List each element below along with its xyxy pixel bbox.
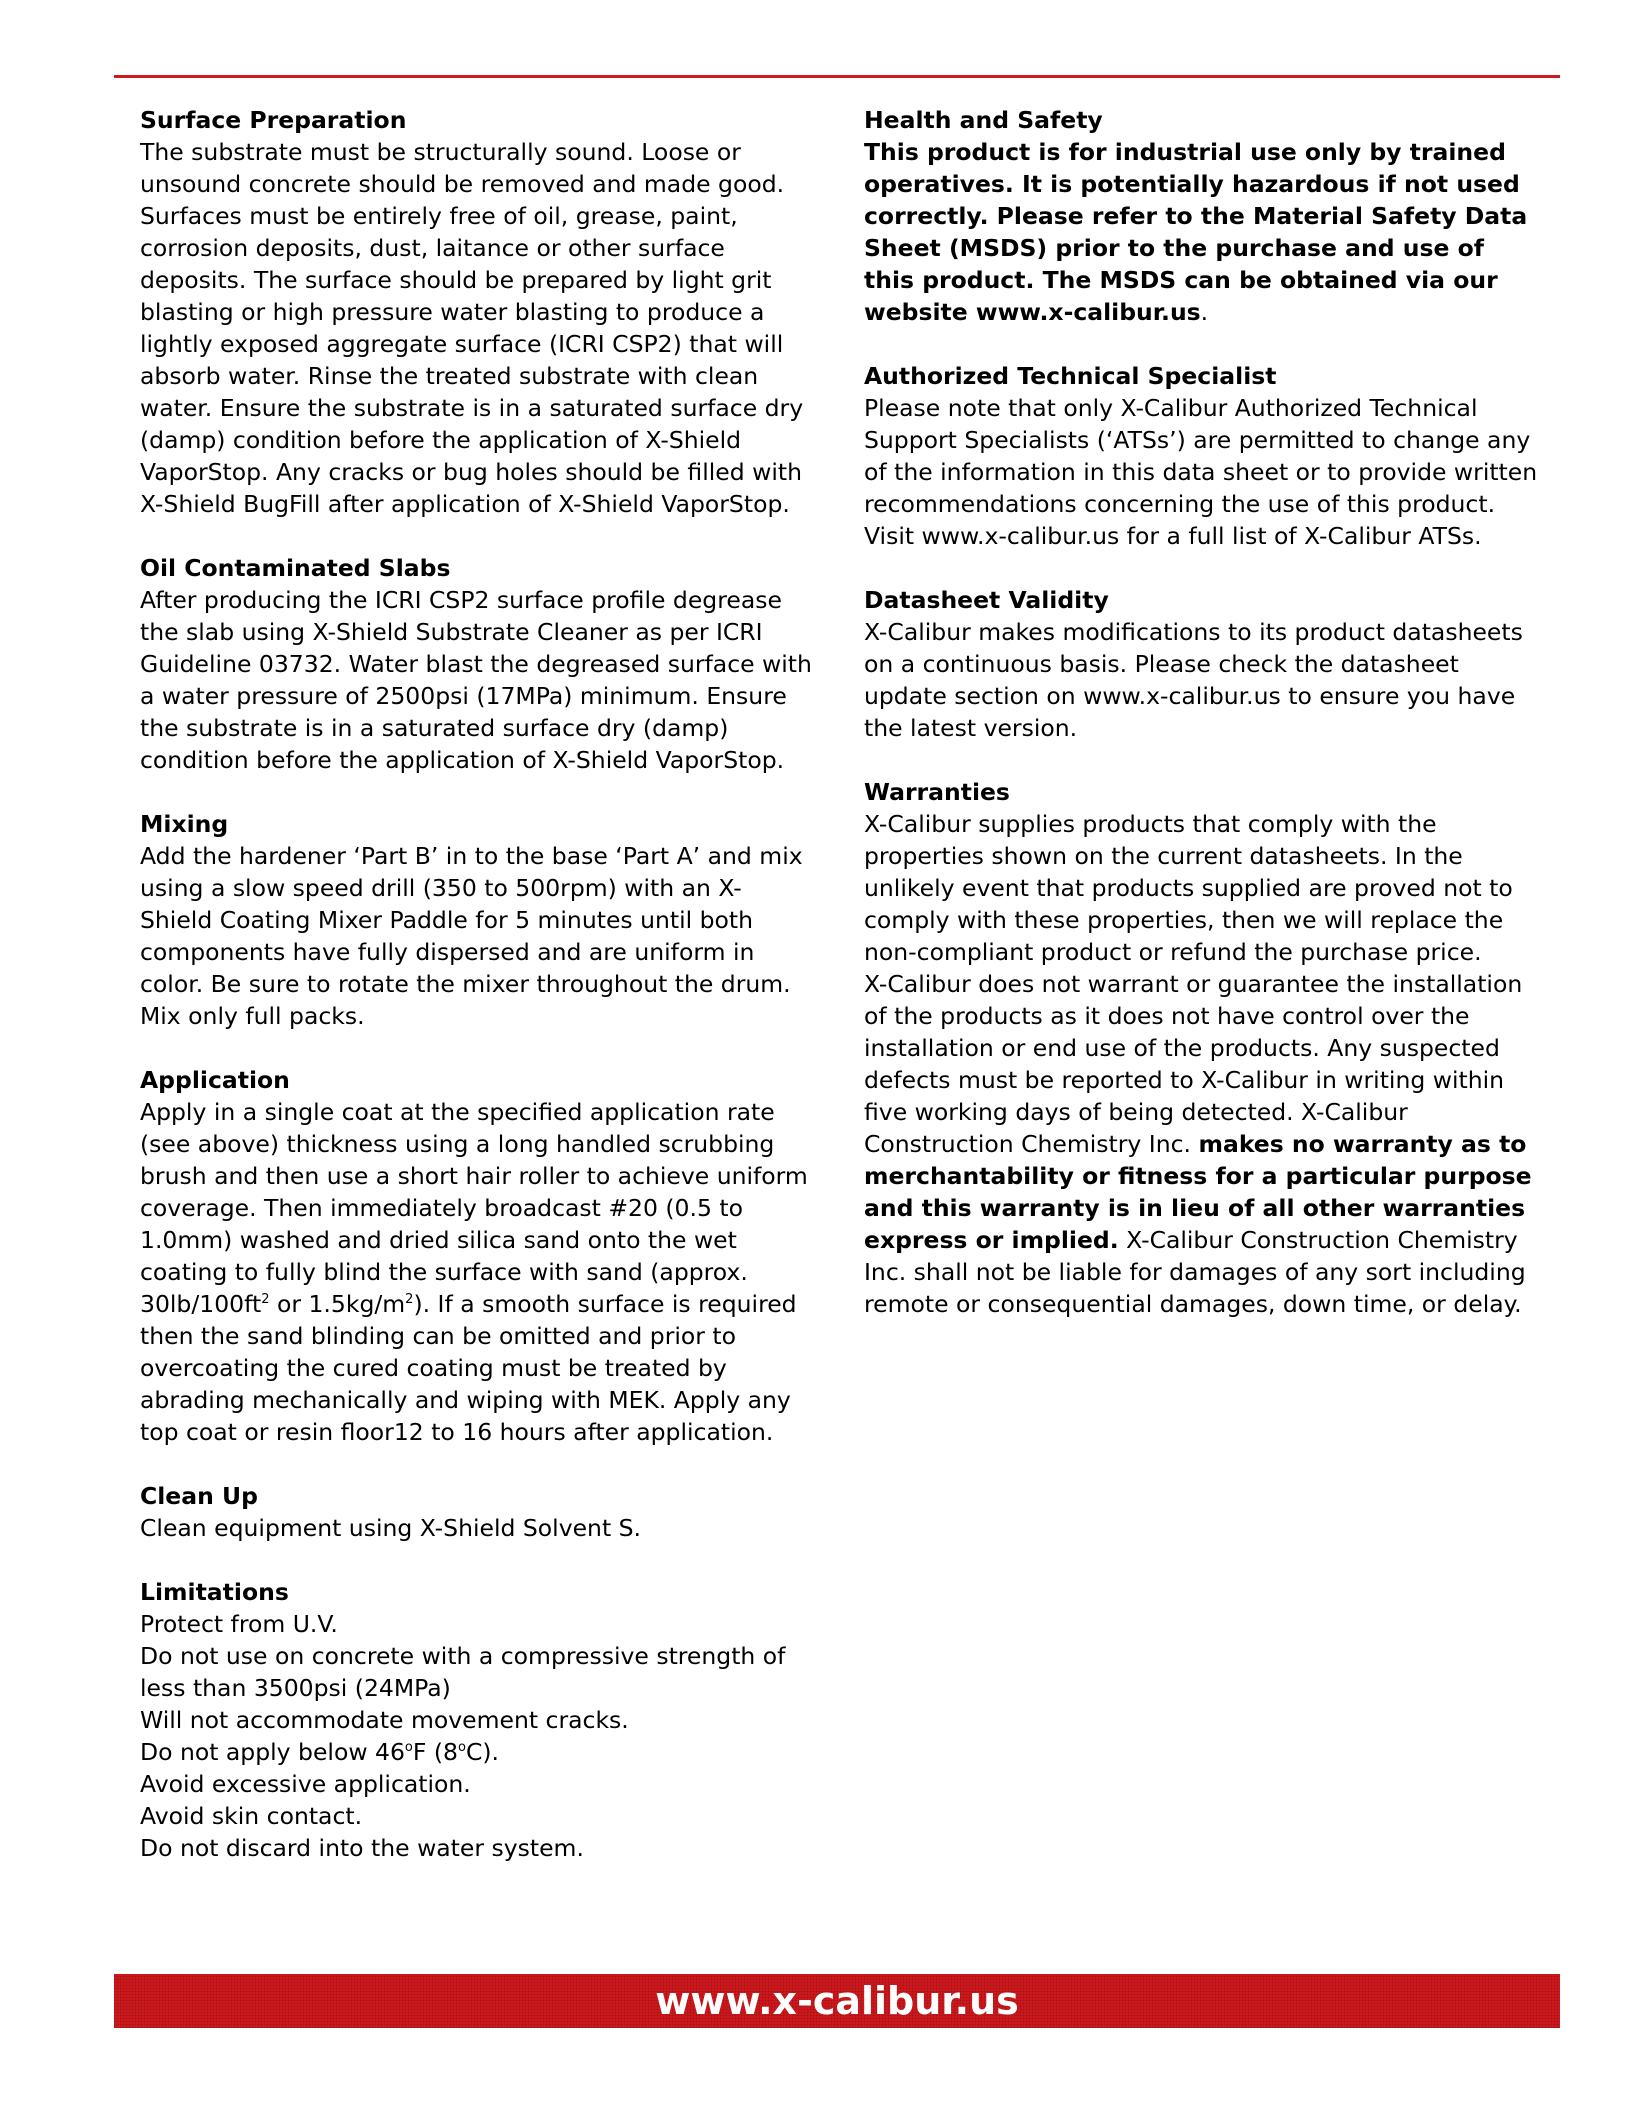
body-line: condition before the application of X-Shield VaporStop.	[140, 746, 785, 774]
section-mixing	[140, 808, 830, 1032]
bold-text: express or implied.	[864, 1226, 1119, 1254]
body-line: color. Be sure to rotate the mixer throughout the drum.	[140, 970, 791, 998]
body-line: Will not accommodate movement cracks.	[140, 1706, 629, 1734]
body-line: After producing the ICRI CSP2 surface profile degrease	[140, 586, 782, 614]
rate-imperial: 30lb/100ft	[140, 1290, 262, 1318]
degree-superscript: o	[404, 1740, 413, 1755]
body-line: Apply in a single coat at the specified application rate	[140, 1098, 775, 1126]
body-line: using a slow speed drill (350 to 500rpm) with an X-	[140, 874, 742, 902]
bold-line: merchantability or fitness for a particular purpose	[864, 1162, 1532, 1190]
body-line: defects must be reported to X-Calibur in writing within	[864, 1066, 1505, 1094]
footer-bar	[114, 1974, 1560, 2028]
website-text: website www.x-calibur.us	[864, 298, 1201, 326]
body-line: lightly exposed aggregate surface (ICRI CSP2) that will	[140, 330, 784, 358]
body-line: Clean equipment using X-Shield Solvent S.	[140, 1514, 642, 1542]
body-line: Do not use on concrete with a compressive strength of	[140, 1642, 786, 1670]
body-line: the slab using X-Shield Substrate Cleaner as per ICRI	[140, 618, 763, 646]
degree-superscript: o	[458, 1740, 466, 1755]
section-heading: Mixing	[140, 810, 229, 838]
bold-line: and this warranty is in lieu of all other warranties	[864, 1194, 1526, 1222]
body-line: of the products as it does not have control over the	[864, 1002, 1470, 1030]
section-application	[140, 1064, 830, 1448]
rate-metric: or 1.5kg/m	[269, 1290, 406, 1318]
section-heading: Limitations	[140, 1578, 289, 1606]
mixed-line	[864, 1128, 1564, 1160]
section-heading: Clean Up	[140, 1482, 258, 1510]
temp-tail: C).	[465, 1738, 500, 1766]
temp-celsius: F (8	[412, 1738, 458, 1766]
body-line: Surfaces must be entirely free of oil, grease, paint,	[140, 202, 738, 230]
section-health-safety	[864, 104, 1564, 328]
section-warranties	[864, 776, 1564, 1320]
body-line: five working days of being detected. X-Calibur	[864, 1098, 1408, 1126]
body-line: of the information in this data sheet or to provide written	[864, 458, 1538, 486]
temperature-line	[140, 1736, 830, 1768]
body-line: remote or consequential damages, down time, or delay.	[864, 1290, 1522, 1318]
body-line: top coat or resin floor12 to 16 hours after application.	[140, 1418, 774, 1446]
body-line: non-compliant product or refund the purchase price.	[864, 938, 1482, 966]
website-line	[864, 296, 1564, 328]
body-line: recommendations concerning the use of this product.	[864, 490, 1496, 518]
left-column	[140, 104, 830, 1896]
section-heading: Health and Safety	[864, 106, 1103, 134]
body-line: X-Calibur makes modifications to its product datasheets	[864, 618, 1523, 646]
application-rate-line	[140, 1288, 830, 1320]
section-heading: Application	[140, 1066, 290, 1094]
body-line: comply with these properties, then we will replace the	[864, 906, 1504, 934]
body-line: on a continuous basis. Please check the datasheet	[864, 650, 1459, 678]
period: .	[1200, 298, 1209, 326]
body-line: VaporStop. Any cracks or bug holes should be filled with	[140, 458, 802, 486]
section-oil-contaminated-slabs	[140, 552, 830, 776]
body-line: a water pressure of 2500psi (17MPa) minimum. Ensure	[140, 682, 787, 710]
body-line: (damp) condition before the application of X-Shield	[140, 426, 742, 454]
section-datasheet-validity	[864, 584, 1564, 744]
body-line: update section on www.x-calibur.us to ensure you have	[864, 682, 1516, 710]
body-line: properties shown on the current datasheets. In the	[864, 842, 1463, 870]
bold-line: operatives. It is potentially hazardous if not used	[864, 170, 1520, 198]
bold-line: correctly. Please refer to the Material Safety Data	[864, 202, 1528, 230]
body-line: the latest version.	[864, 714, 1078, 742]
bold-line: This product is for industrial use only by trained	[864, 138, 1506, 166]
body-line: the substrate is in a saturated surface dry (damp)	[140, 714, 729, 742]
body-line: Protect from U.V.	[140, 1610, 338, 1638]
bold-line: this product. The MSDS can be obtained via our	[864, 266, 1498, 294]
top-divider-rule	[114, 75, 1560, 78]
body-line: Visit www.x-calibur.us for a full list of X-Calibur ATSs.	[864, 522, 1482, 550]
body-line: unsound concrete should be removed and made good.	[140, 170, 785, 198]
body-line: Avoid skin contact.	[140, 1802, 363, 1830]
normal-text: Construction Chemistry Inc.	[864, 1130, 1199, 1158]
body-line: Avoid excessive application.	[140, 1770, 471, 1798]
section-heading: Warranties	[864, 778, 1010, 806]
normal-text: X-Calibur Construction Chemistry	[1118, 1226, 1518, 1254]
body-line: deposits. The surface should be prepared by light grit	[140, 266, 772, 294]
temp-fahrenheit: Do not apply below 46	[140, 1738, 405, 1766]
body-line: coverage. Then immediately broadcast #20 (0.5 to	[140, 1194, 743, 1222]
superscript: 2	[261, 1292, 270, 1307]
body-line: Do not discard into the water system.	[140, 1834, 584, 1862]
body-line: Support Specialists (‘ATSs’) are permitted to change any	[864, 426, 1531, 454]
section-heading: Surface Preparation	[140, 106, 407, 134]
body-line: water. Ensure the substrate is in a saturated surface dry	[140, 394, 804, 422]
body-line: abrading mechanically and wiping with MEK. Apply any	[140, 1386, 791, 1414]
body-line: Shield Coating Mixer Paddle for 5 minutes until both	[140, 906, 754, 934]
body-line: The substrate must be structurally sound. Loose or	[140, 138, 741, 166]
body-line: installation or end use of the products. Any suspected	[864, 1034, 1500, 1062]
body-line: brush and then use a short hair roller to achieve uniform	[140, 1162, 808, 1190]
section-heading: Datasheet Validity	[864, 586, 1109, 614]
section-clean-up	[140, 1480, 830, 1544]
section-authorized-technical-specialist	[864, 360, 1564, 552]
body-line: coating to fully blind the surface with sand (approx.	[140, 1258, 748, 1286]
body-line: Guideline 03732. Water blast the degreased surface with	[140, 650, 812, 678]
section-heading: Oil Contaminated Slabs	[140, 554, 451, 582]
body-line: Please note that only X-Calibur Authorized Technical	[864, 394, 1478, 422]
body-line: absorb water. Rinse the treated substrate with clean	[140, 362, 759, 390]
section-heading: Authorized Technical Specialist	[864, 362, 1277, 390]
body-line: blasting or high pressure water blasting to produce a	[140, 298, 765, 326]
section-limitations	[140, 1576, 830, 1864]
body-line: corrosion deposits, dust, laitance or other surface	[140, 234, 725, 262]
mixed-line	[864, 1224, 1564, 1256]
body-line: Add the hardener ‘Part B’ in to the base ‘Part A’ and mix	[140, 842, 803, 870]
footer-website-url[interactable]: www.x-calibur.us	[655, 1979, 1019, 2023]
bold-text: makes no warranty as to	[1198, 1130, 1527, 1158]
superscript: 2	[405, 1292, 414, 1307]
bold-line: Sheet (MSDS) prior to the purchase and use of	[864, 234, 1484, 262]
right-column	[864, 104, 1564, 1352]
body-line: Inc. shall not be liable for damages of any sort including	[864, 1258, 1526, 1286]
body-line: components have fully dispersed and are uniform in	[140, 938, 755, 966]
section-surface-preparation	[140, 104, 830, 520]
body-line: less than 3500psi (24MPa)	[140, 1674, 451, 1702]
body-line: X-Shield BugFill after application of X-Shield VaporStop.	[140, 490, 790, 518]
body-line: unlikely event that products supplied are proved not to	[864, 874, 1513, 902]
body-line: then the sand blinding can be omitted and prior to	[140, 1322, 736, 1350]
body-line: (see above) thickness using a long handled scrubbing	[140, 1130, 775, 1158]
body-line: X-Calibur supplies products that comply with the	[864, 810, 1437, 838]
body-line: overcoating the cured coating must be treated by	[140, 1354, 727, 1382]
body-line: 1.0mm) washed and dried silica sand onto the wet	[140, 1226, 737, 1254]
body-line: X-Calibur does not warrant or guarantee the installation	[864, 970, 1523, 998]
body-line: Mix only full packs.	[140, 1002, 365, 1030]
rate-tail: ). If a smooth surface is required	[413, 1290, 797, 1318]
